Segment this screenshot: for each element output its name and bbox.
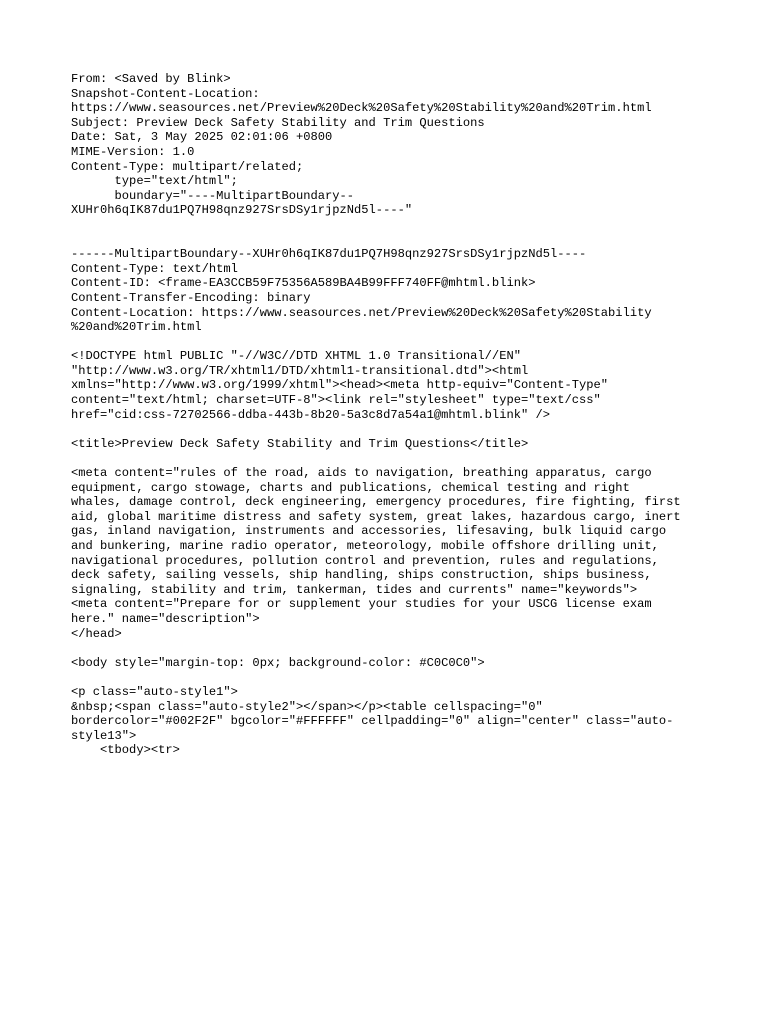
text-line: <p class="auto-style1"> [71, 684, 238, 699]
text-line: Date: Sat, 3 May 2025 02:01:06 +0800 [71, 130, 333, 145]
text-line: href="cid:css-72702566-ddba-443b-8b20-5a3c8d7a54a1@mhtml.blink" /> [71, 407, 550, 422]
text-line: https://www.seasources.net/Preview%20Deck%20Safety%20Stability%20and%20Trim.html [71, 101, 652, 116]
blank-line [71, 670, 721, 685]
text-line: gas, inland navigation, instruments and accessories, lifesaving, bulk liquid cargo [71, 524, 667, 539]
text-line: Content-Type: multipart/related; [71, 159, 304, 174]
text-line: Content-Location: https://www.seasources.net/Preview%20Deck%20Safety%20Stability [71, 305, 652, 320]
blank-line [71, 641, 721, 656]
text-line: style13"> [71, 728, 137, 743]
text-line: %20and%20Trim.html [71, 320, 202, 335]
text-line: <meta content="rules of the road, aids to navigation, breathing apparatus, cargo [71, 466, 652, 481]
text-line: equipment, cargo stowage, charts and publications, chemical testing and right [71, 480, 630, 495]
text-line: <meta content="Prepare for or supplement your studies for your USCG license exam [71, 597, 652, 612]
text-line: xmlns="http://www.w3.org/1999/xhtml"><head><meta http-equiv="Content-Type" [71, 378, 609, 393]
text-line: Content-Transfer-Encoding: binary [71, 290, 311, 305]
text-line: aid, global maritime distress and safety system, great lakes, hazardous cargo, inert [71, 509, 681, 524]
text-line: <!DOCTYPE html PUBLIC "-//W3C//DTD XHTML 1.0 Transitional//EN" [71, 349, 521, 364]
text-line: <body style="margin-top: 0px; background-color: #C0C0C0"> [71, 655, 485, 670]
text-line: MIME-Version: 1.0 [71, 144, 195, 159]
text-line: "http://www.w3.org/TR/xhtml1/DTD/xhtml1-transitional.dtd"><html [71, 363, 529, 378]
blank-line [71, 335, 721, 350]
text-line: ------MultipartBoundary--XUHr0h6qIK87du1PQ7H98qnz927SrsDSy1rjpzNd5l---- [71, 247, 587, 262]
text-line: <tbody><tr> [71, 743, 180, 758]
text-line: content="text/html; charset=UTF-8"><link rel="stylesheet" type="text/css" [71, 393, 601, 408]
text-line: XUHr0h6qIK87du1PQ7H98qnz927SrsDSy1rjpzNd5l----" [71, 203, 413, 218]
text-line: From: <Saved by Blink> [71, 72, 231, 86]
text-line: Snapshot-Content-Location: [71, 86, 260, 101]
text-line: Content-ID: <frame-EA3CCB59F75356A589BA4B99FFF740FF@mhtml.blink> [71, 276, 536, 291]
blank-line [71, 218, 721, 233]
text-line: deck safety, sailing vessels, ship handling, ships construction, ships business, [71, 568, 652, 583]
text-line: bordercolor="#002F2F" bgcolor="#FFFFFF" cellpadding="0" align="center" class="auto- [71, 714, 674, 729]
document-text [71, 72, 721, 758]
text-line: Content-Type: text/html [71, 261, 238, 276]
text-line: &nbsp;<span class="auto-style2"></span></p><table cellspacing="0" [71, 699, 543, 714]
text-line: whales, damage control, deck engineering, emergency procedures, fire fighting, first [71, 495, 681, 510]
text-line: here." name="description"> [71, 611, 260, 626]
text-line: navigational procedures, pollution control and prevention, rules and regulations, [71, 553, 659, 568]
text-line: type="text/html"; [71, 174, 238, 189]
text-line: </head> [71, 626, 122, 641]
text-line: signaling, stability and trim, tankerman, tides and currents" name="keywords"> [71, 582, 638, 597]
text-line: Subject: Preview Deck Safety Stability and Trim Questions [71, 115, 485, 130]
text-line: and bunkering, marine radio operator, meteorology, mobile offshore drilling unit, [71, 539, 659, 553]
blank-line [71, 422, 721, 437]
text-line: boundary="----MultipartBoundary-- [71, 188, 355, 203]
blank-line [71, 451, 721, 466]
blank-line [71, 233, 721, 248]
text-line: <title>Preview Deck Safety Stability and Trim Questions</title> [71, 436, 529, 451]
